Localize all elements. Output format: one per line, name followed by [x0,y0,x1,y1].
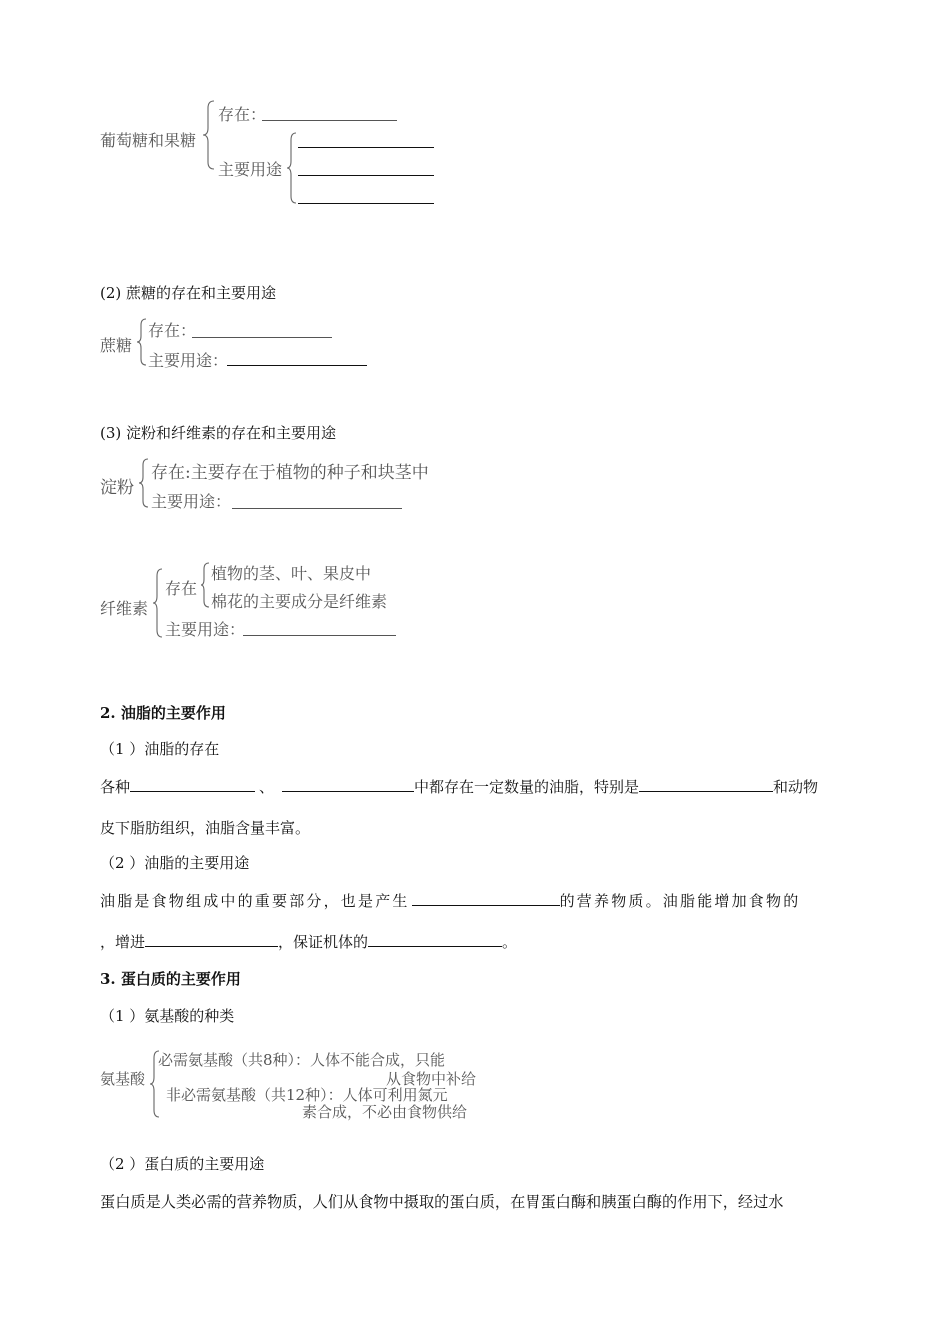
cellulose-exist-item-1: 植物的茎、叶、果皮中 [211,564,372,583]
fat-paragraph-2-cont: ，增进 ，保证机体的 。 [100,933,518,951]
glucose-label: 葡萄糖和果糖 [100,131,197,150]
fat-paragraph-1-cont: 皮下脂肪组织，油脂含量丰富。 [100,819,311,837]
starch-use-blank [232,508,402,509]
sucrose-use-blank [227,365,367,366]
protein-paragraph-1: 蛋白质是人类必需的营养物质，人们从食物中摄取的蛋白质，在胃蛋白酶和胰蛋白酶的作用下，经过水 [100,1193,784,1211]
amino-acid-label: 氨基酸 [100,1070,146,1088]
protein-heading: 3. 蛋白质的主要作用 [100,970,241,988]
fat-blank-6 [368,932,502,947]
cellulose-exist-label: 存在 [165,579,198,598]
glucose-use-blank-3 [298,203,434,204]
nonessential-amino-line-1: 非必需氨基酸（共12种）：人体可利用氮元 [166,1086,448,1104]
protein-sub1: （1 ）氨基酸的种类 [100,1007,235,1025]
fat-blank-2 [282,777,414,792]
essential-amino-line-1: 必需氨基酸（共8种）：人体不能合成，只能 [158,1051,446,1069]
fat-paragraph-2: 油脂是食物组成中的重要部分，也是产生 的营养物质。油脂能增加食物的 [100,892,801,910]
starch-use-label: 主要用途： [151,492,232,511]
glucose-brace [202,100,216,170]
sucrose-label: 蔗糖 [100,336,133,355]
fat-blank-5 [145,932,278,947]
fat-sub1: （1 ）油脂的存在 [100,740,220,758]
starch-heading: (3) 淀粉和纤维素的存在和主要用途 [100,424,337,442]
fat-sub2: （2 ）油脂的主要用途 [100,854,250,872]
starch-label: 淀粉 [100,478,134,498]
glucose-use-blank-1 [298,147,434,148]
starch-brace [138,458,150,508]
sucrose-exist-blank [192,337,332,338]
sucrose-heading: (2) 蔗糖的存在和主要用途 [100,284,277,302]
glucose-use-label: 主要用途 [218,160,283,179]
essential-amino-line-2: 从食物中补给 [386,1070,477,1088]
protein-sub2: （2 ）蛋白质的主要用途 [100,1155,265,1173]
starch-exist-text: 存在:主要存在于植物的种子和块茎中 [151,463,429,483]
nonessential-amino-line-2: 素合成，不必由食物供给 [302,1103,468,1121]
fat-blank-1 [130,777,255,792]
fat-heading: 2. 油脂的主要作用 [100,704,226,722]
cellulose-label: 纤维素 [100,599,149,618]
glucose-exist-blank [262,120,397,121]
sucrose-brace [136,318,148,366]
glucose-use-brace [286,132,298,204]
glucose-exist-label: 存在： [218,105,267,124]
cellulose-use-blank [243,635,396,636]
cellulose-exist-item-2: 棉花的主要成分是纤维素 [211,592,388,611]
cellulose-exist-brace [200,562,210,608]
fat-blank-4 [412,891,560,906]
fat-paragraph-1: 各种 、 中都存在一定数量的油脂，特别是 和动物 [100,778,819,796]
fat-blank-3 [639,777,773,792]
cellulose-brace [152,568,164,638]
cellulose-use-label: 主要用途： [165,620,246,639]
sucrose-use-label: 主要用途： [148,351,229,370]
sucrose-exist-label: 存在： [148,321,197,340]
glucose-use-blank-2 [298,175,434,176]
